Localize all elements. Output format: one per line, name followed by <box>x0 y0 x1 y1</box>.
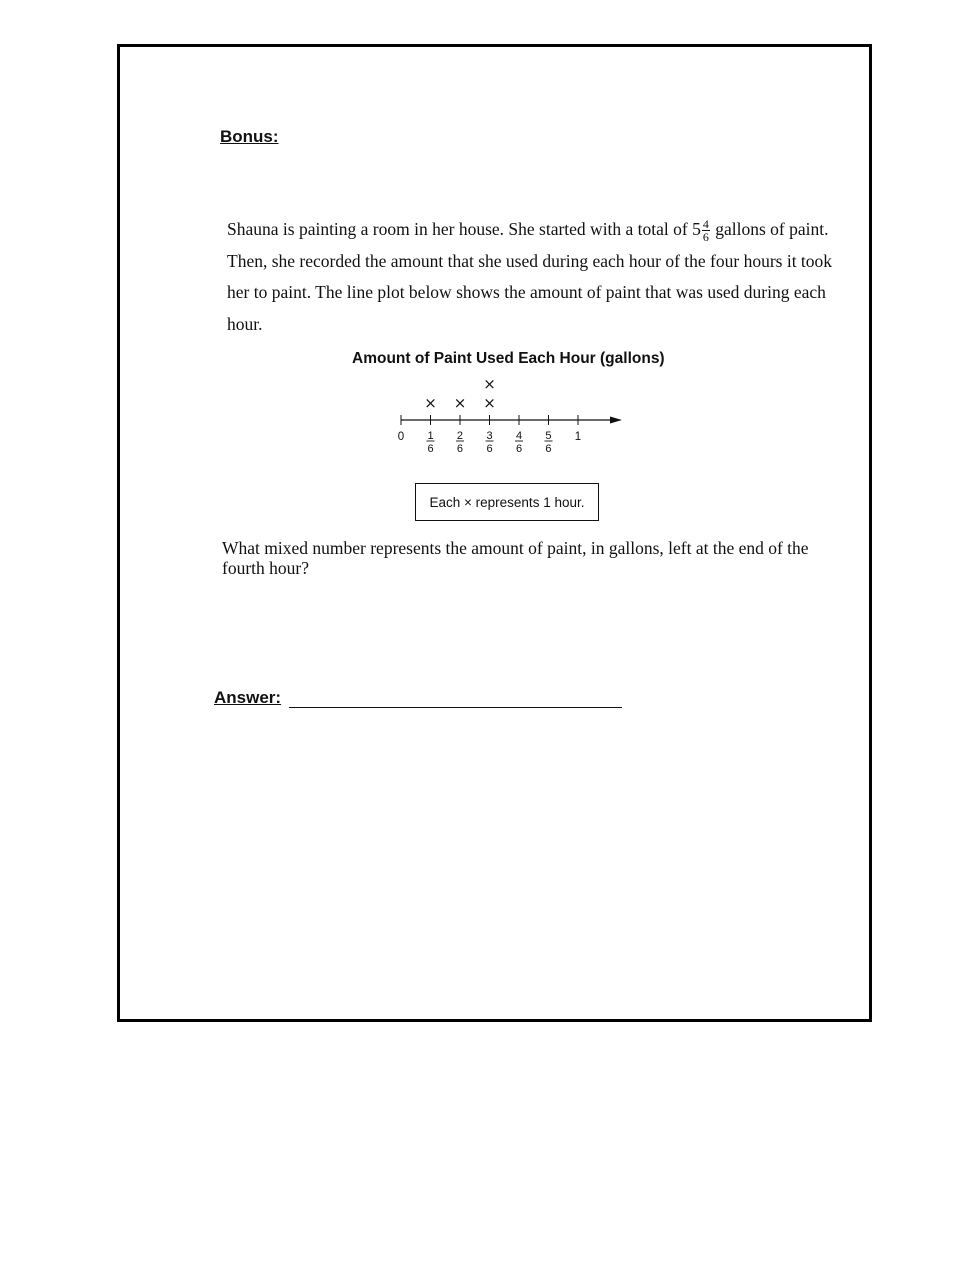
problem-text-start: Shauna is painting a room in her house. She started with a total of <box>227 219 693 239</box>
tick-label-numerator: 5 <box>545 430 552 442</box>
tick-label-denominator: 6 <box>545 443 552 455</box>
mixed-number-fraction <box>702 218 710 243</box>
tick-label: 1 <box>574 431 582 443</box>
problem-text-end: gallons of paint. Then, she recorded the amount that she used during each hour of the four hours it took her to paint. The line plot below shows the amount of paint that was used during each hour. <box>227 219 833 334</box>
chart-title: Amount of Paint Used Each Hour (gallons) <box>352 350 665 367</box>
answer-line[interactable] <box>289 707 622 708</box>
x-mark: × <box>424 394 437 412</box>
tick-label-denominator: 6 <box>427 443 434 455</box>
x-mark: × <box>453 394 467 412</box>
plot-key: Each × represents 1 hour. <box>415 483 599 521</box>
tick-label-numerator: 3 <box>486 430 493 442</box>
tick-label-denominator: 6 <box>515 443 523 455</box>
answer-label: Answer: <box>214 688 282 707</box>
tick-label-numerator: 1 <box>427 430 434 442</box>
tick-label: 0 <box>397 431 405 443</box>
problem-text <box>227 214 837 340</box>
mixed-number-whole: 5 <box>692 219 701 239</box>
tick-label-denominator: 6 <box>486 443 493 455</box>
question-text: What mixed number represents the amount of paint, in gallons, left at the end of the fourth hour? <box>222 538 809 578</box>
tick-label-denominator: 6 <box>456 443 464 455</box>
x-mark: × <box>483 375 496 393</box>
tick-label-numerator: 4 <box>515 430 523 442</box>
fraction-numerator: 4 <box>702 217 709 231</box>
page-border <box>117 44 872 1022</box>
x-mark: × <box>483 394 496 412</box>
line-plot <box>380 372 640 472</box>
axis-arrow <box>610 417 622 424</box>
tick-label-numerator: 2 <box>456 430 464 442</box>
fraction-denominator: 6 <box>702 230 709 244</box>
bonus-heading: Bonus: <box>220 127 279 146</box>
